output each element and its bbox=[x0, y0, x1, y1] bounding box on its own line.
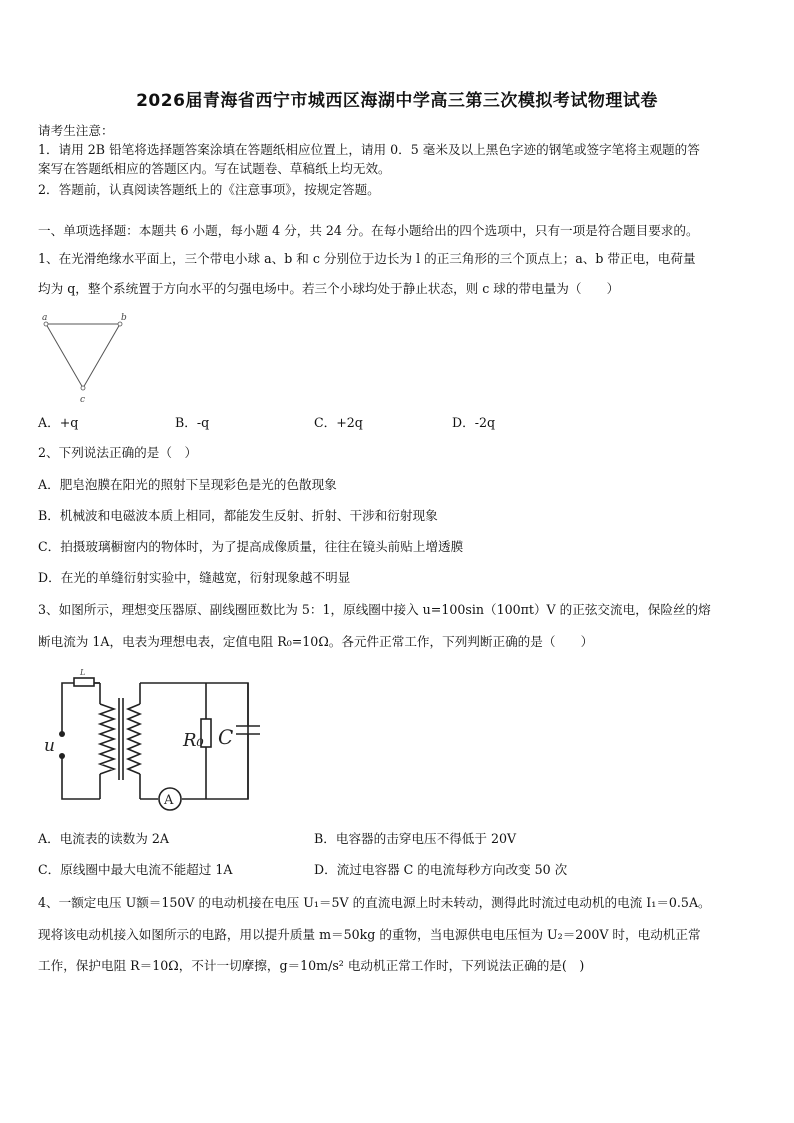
notice-item-1-line-1: 1．请用 2B 铅笔将选择题答案涂填在答题纸相应位置上，请用 0．5 毫米及以上黑色字迹的钢笔或签字笔将主观题的答 bbox=[38, 142, 700, 157]
q3-circuit-figure bbox=[40, 664, 280, 814]
q4-stem-line-3: 工作，保护电阻 R＝10Ω，不计一切摩擦，g＝10m/s² 电动机正常工作时，下列说法正确的是( ) bbox=[38, 958, 585, 973]
section-1-heading: 一、单项选择题：本题共 6 小题，每小题 4 分，共 24 分。在每小题给出的四个选项中，只有一项是符合题目要求的。 bbox=[38, 223, 699, 238]
notice-item-2: 2．答题前，认真阅读答题纸上的《注意事项》，按规定答题。 bbox=[38, 182, 380, 197]
q3-stem-line-1: 3、如图所示，理想变压器原、副线圈匝数比为 5：1，原线圈中接入 u=100sin（100πt）V 的正弦交流电，保险丝的熔 bbox=[38, 602, 711, 617]
q1-label-a: a bbox=[42, 313, 48, 323]
q3-label-c: C bbox=[218, 725, 234, 749]
q2-option-b: B．机械波和电磁波本质上相同，都能发生反射、折射、干涉和衍射现象 bbox=[38, 508, 438, 523]
notice-heading: 请考生注意： bbox=[38, 123, 114, 138]
q3-option-c: C．原线圈中最大电流不能超过 1A bbox=[38, 862, 233, 877]
q1-option-b: B．-q bbox=[175, 415, 210, 430]
q1-stem-line-2: 均为 q，整个系统置于方向水平的匀强电场中。若三个小球均处于静止状态，则 c 球的带电量为（ ） bbox=[38, 281, 620, 296]
page-title: 2026届青海省西宁市城西区海湖中学高三第三次模拟考试物理试卷 bbox=[136, 91, 658, 111]
q4-stem-line-1: 4、一额定电压 U额＝150V 的电动机接在电压 U₁＝5V 的直流电源上时未转动，测得此时流过电动机的电流 I₁＝0.5A。 bbox=[38, 895, 711, 910]
q1-option-a: A．+q bbox=[38, 415, 79, 430]
notice-item-1-line-2: 案写在答题纸相应的答题区内。写在试题卷、草稿纸上均无效。 bbox=[38, 161, 391, 176]
q1-label-b: b bbox=[121, 313, 127, 323]
q3-label-u: u bbox=[44, 736, 55, 756]
q3-option-d: D．流过电容器 C 的电流每秒方向改变 50 次 bbox=[314, 862, 568, 877]
q3-label-r0: R₀ bbox=[183, 730, 204, 751]
q2-option-d: D．在光的单缝衍射实验中，缝越宽，衍射现象越不明显 bbox=[38, 570, 351, 585]
q2-stem: 2、下列说法正确的是（ ） bbox=[38, 445, 198, 460]
q4-stem-line-2: 现将该电动机接入如图所示的电路，用以提升质量 m＝50kg 的重物，当电源供电电压恒为 U₂＝200V 时，电动机正常 bbox=[38, 927, 701, 942]
q1-option-c: C．+2q bbox=[314, 415, 363, 430]
q2-option-c: C．拍摄玻璃橱窗内的物体时，为了提高成像质量，往往在镜头前贴上增透膜 bbox=[38, 539, 464, 554]
q3-stem-line-2: 断电流为 1A，电表为理想电表，定值电阻 R₀=10Ω。各元件正常工作，下列判断正确的是（ ） bbox=[38, 634, 594, 649]
q1-option-d: D．-2q bbox=[452, 415, 496, 430]
q1-stem-line-1: 1、在光滑绝缘水平面上，三个带电小球 a、b 和 c 分别位于边长为 l 的正三角形的三个顶点上；a、b 带正电，电荷量 bbox=[38, 251, 696, 266]
q3-option-b: B．电容器的击穿电压不得低于 20V bbox=[314, 831, 517, 846]
q2-option-a: A．肥皂泡膜在阳光的照射下呈现彩色是光的色散现象 bbox=[38, 477, 337, 492]
q1-triangle-figure bbox=[36, 310, 136, 405]
q3-label-fuse: L bbox=[80, 668, 86, 677]
q1-label-c: c bbox=[80, 395, 86, 405]
q3-label-ammeter: A bbox=[164, 793, 174, 808]
q3-option-a: A．电流表的读数为 2A bbox=[38, 831, 169, 846]
